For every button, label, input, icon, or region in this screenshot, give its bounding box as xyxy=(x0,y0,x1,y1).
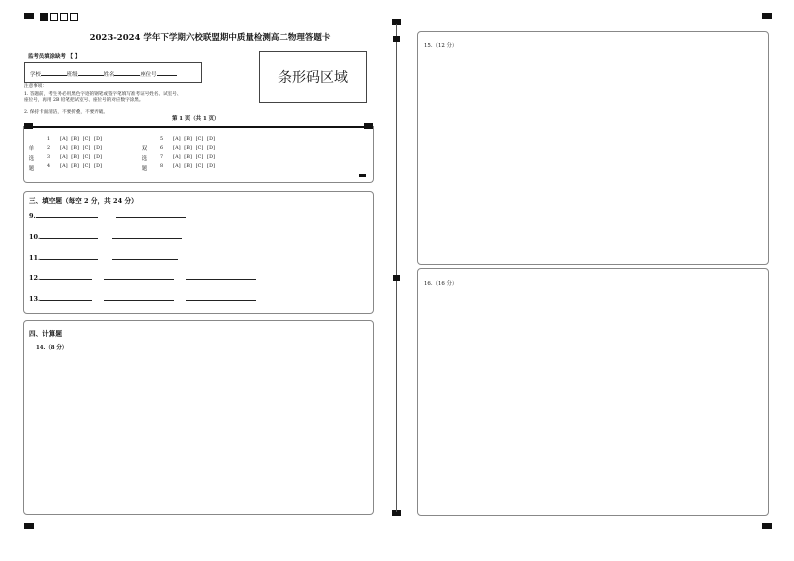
id-square-1 xyxy=(40,13,48,21)
q8-options[interactable]: [A] [B] [C] [D] xyxy=(173,164,216,169)
q3-options[interactable]: [A] [B] [C] [D] xyxy=(60,155,103,160)
q3-number: 3 xyxy=(47,155,51,160)
q4-options[interactable]: [A] [B] [C] [D] xyxy=(60,164,103,169)
notes-block xyxy=(24,84,244,116)
class-label: 班级 xyxy=(66,72,78,78)
name-label: 姓名 xyxy=(103,72,115,78)
q12-blank-2[interactable] xyxy=(104,273,174,280)
q10-blank-1[interactable] xyxy=(40,232,98,239)
q13-blank-1[interactable] xyxy=(40,294,92,301)
barcode-label: 条形码区域 xyxy=(278,70,348,86)
calc-title: 四、计算题 xyxy=(29,330,62,338)
timing-mark-top-right xyxy=(762,13,772,19)
note-line: 1. 答题前，考生务必用黑色字迹的钢笔或签字笔填写准考证号姓名、试室号、 xyxy=(24,92,182,98)
q2-options[interactable]: [A] [B] [C] [D] xyxy=(60,146,103,151)
note-line: 座位号，再用 2B 铅笔把试室号、座位号的对应数字涂黑。 xyxy=(24,98,144,104)
q7-number: 7 xyxy=(160,155,164,160)
id-square-3 xyxy=(60,13,68,21)
barcode-area xyxy=(259,51,367,103)
q8-number: 8 xyxy=(160,164,164,169)
id-square-4 xyxy=(70,13,78,21)
q15-label: 15.（12 分） xyxy=(424,43,458,49)
q4-number: 4 xyxy=(47,164,51,169)
q7-options[interactable]: [A] [B] [C] [D] xyxy=(173,155,216,160)
timing-mark-top-left xyxy=(24,13,34,19)
mcq-mark-left xyxy=(24,123,33,129)
q13-row: 13. xyxy=(29,294,256,303)
timing-mark-center-2 xyxy=(393,275,400,281)
timing-mark-center-1 xyxy=(393,36,400,42)
timing-mark-bottom-right xyxy=(762,523,772,529)
q10-row: 10. xyxy=(29,232,182,241)
q9-blank-2[interactable] xyxy=(116,211,186,218)
q1-options[interactable]: [A] [B] [C] [D] xyxy=(60,137,103,142)
q6-number: 6 xyxy=(160,146,164,151)
page-title: 2023-2024 学年下学期六校联盟期中质量检测高二物理答题卡 xyxy=(89,33,331,43)
seat-field[interactable] xyxy=(157,69,177,76)
absent-fill-label: 监考员填涂缺考 【 】 xyxy=(28,54,81,60)
q5-number: 5 xyxy=(160,137,164,142)
mcq-mark-right xyxy=(364,123,373,129)
q11-blank-2[interactable] xyxy=(112,253,178,260)
q11-blank-1[interactable] xyxy=(40,253,98,260)
q2-number: 2 xyxy=(47,146,51,151)
seat-label: 座位号 xyxy=(140,72,157,78)
mcq-mark-bottom xyxy=(359,174,366,177)
timing-mark-bottom-left xyxy=(24,523,34,529)
page-number: 第 1 页（共 1 页） xyxy=(172,116,220,122)
q13-blank-2[interactable] xyxy=(104,294,174,301)
note-line: 2. 保持卡面清洁，不要折叠，不要弄破。 xyxy=(24,109,108,115)
q12-blank-3[interactable] xyxy=(186,273,256,280)
notes-title: 注意事项： xyxy=(24,84,47,89)
name-field[interactable] xyxy=(114,69,140,76)
fill-blank-title: 三、填空题（每空 2 分，共 24 分） xyxy=(29,197,138,205)
q13-blank-3[interactable] xyxy=(186,294,256,301)
q14-label: 14.（8 分） xyxy=(36,345,68,351)
school-label: 学校 xyxy=(30,72,41,78)
single-choice-label: 单 选 题 xyxy=(28,146,35,172)
class-field[interactable] xyxy=(78,69,104,76)
q14-answer-area[interactable] xyxy=(30,356,366,506)
q12-blank-1[interactable] xyxy=(40,273,92,280)
q12-row: 12. xyxy=(29,273,256,282)
center-divider-line xyxy=(396,24,397,512)
q1-number: 1 xyxy=(47,137,51,142)
q5-options[interactable]: [A] [B] [C] [D] xyxy=(173,137,216,142)
q9-blank-1[interactable] xyxy=(36,211,98,218)
q15-answer-area[interactable] xyxy=(422,54,762,256)
school-field[interactable] xyxy=(41,69,67,76)
q16-answer-area[interactable] xyxy=(422,292,762,507)
q16-label: 16.（16 分） xyxy=(424,281,458,287)
q10-blank-2[interactable] xyxy=(112,232,182,239)
q6-options[interactable]: [A] [B] [C] [D] xyxy=(173,146,216,151)
double-choice-label: 双 选 题 xyxy=(141,146,148,172)
q9-row: 9. xyxy=(29,211,186,220)
q11-row: 11. xyxy=(29,253,178,262)
id-square-2 xyxy=(50,13,58,21)
mcq-top-rule xyxy=(28,126,369,128)
student-info-box xyxy=(24,62,202,83)
